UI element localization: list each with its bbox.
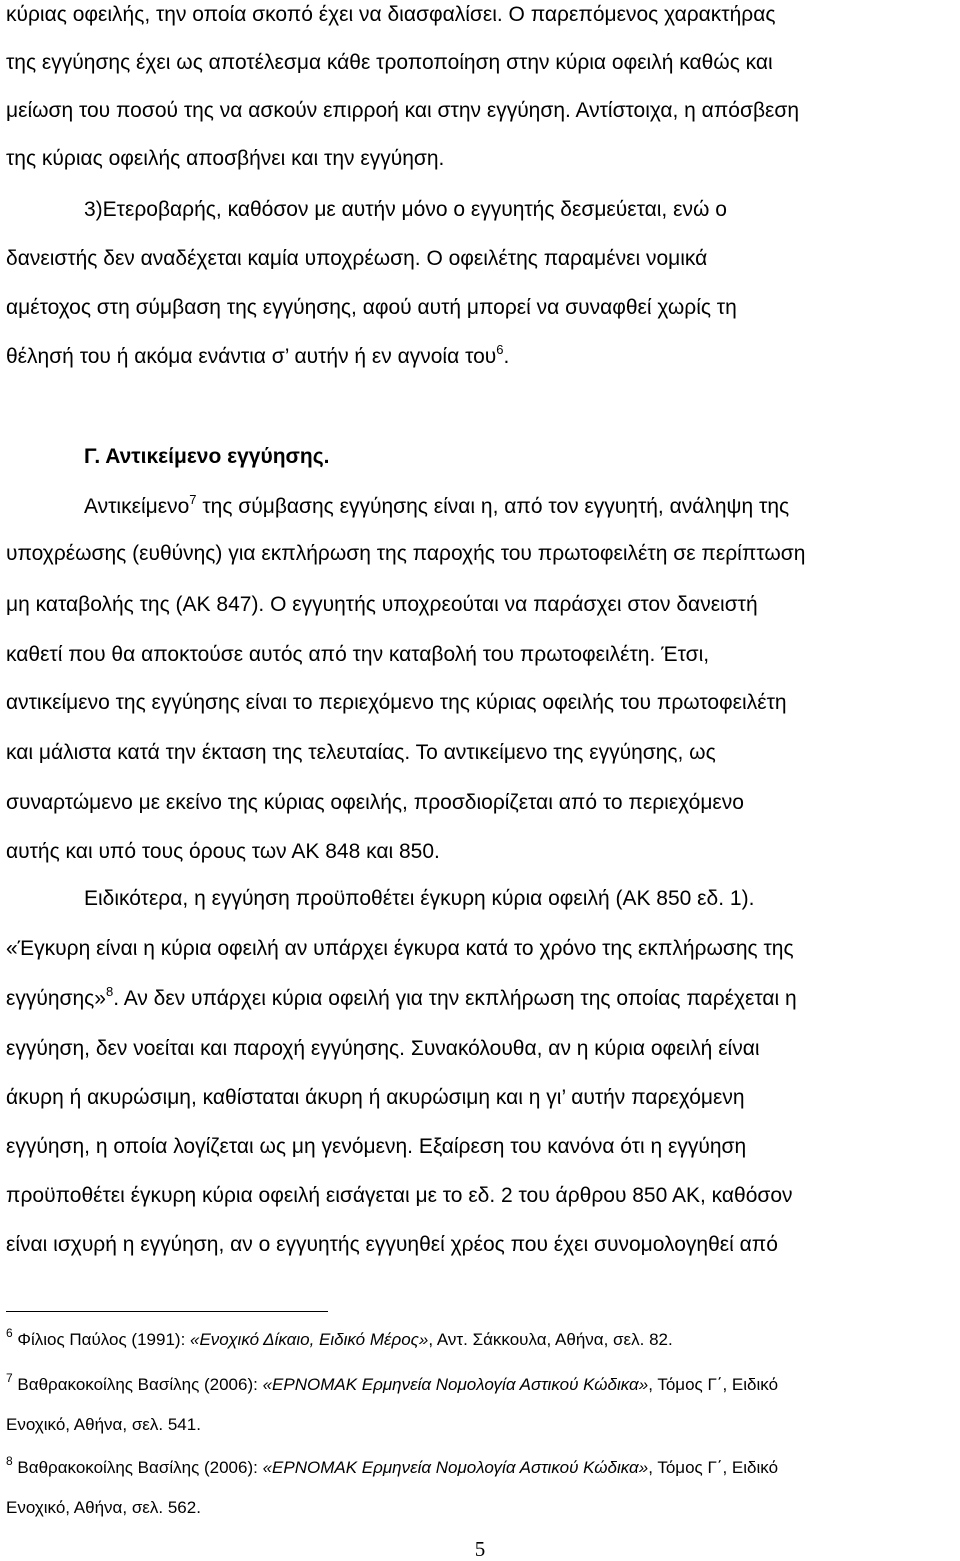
body-text: . — [503, 345, 510, 368]
footnote-title: «ΕΡΝΟΜΑΚ Ερμηνεία Νομολογία Αστικού Κώδικα» — [262, 1375, 649, 1394]
body-line: αυτής και υπό τους όρους των ΑΚ 848 και 850. — [6, 840, 440, 863]
footnote-text: , Τόμος Γ΄, Ειδικό — [648, 1375, 779, 1394]
body-text: εγγύησης» — [6, 987, 106, 1010]
footnote-separator — [6, 1311, 328, 1312]
body-line: 3)Ετεροβαρής, καθόσον με αυτήν μόνο ο εγγυητής δεσμεύεται, ενώ ο — [84, 198, 727, 221]
footnote-ref: 8 — [105, 984, 114, 999]
body-line: «Έγκυρη είναι η κύρια οφειλή αν υπάρχει έγκυρα κατά το χρόνο της εκπλήρωσης της — [6, 937, 794, 960]
body-line — [84, 494, 954, 520]
footnote-7 — [6, 1371, 954, 1396]
body-line: της κύριας οφειλής αποσβήνει και την εγγύηση. — [6, 147, 445, 170]
footnote-text: Βαθρακοκοίλης Βασίλης (2006): — [17, 1458, 263, 1477]
footnote-6 — [6, 1326, 954, 1351]
footnote-8-cont: Ενοχικό, Αθήνα, σελ. 562. — [6, 1498, 201, 1517]
body-line: αμέτοχος στη σύμβαση της εγγύησης, αφού αυτή μπορεί να συναφθεί χωρίς τη — [6, 296, 737, 319]
footnote-text: Βαθρακοκοίλης Βασίλης (2006): — [17, 1375, 263, 1394]
footnote-text: Φίλιος Παύλος (1991): — [17, 1330, 191, 1349]
footnote-number: 7 — [6, 1371, 13, 1385]
section-heading: Γ. Αντικείμενο εγγύησης. — [84, 445, 330, 468]
body-line: μείωση του ποσού της να ασκούν επιρροή και στην εγγύηση. Αντίστοιχα, η απόσβεση — [6, 99, 800, 122]
footnote-8 — [6, 1454, 954, 1479]
body-line: δανειστής δεν αναδέχεται καμία υποχρέωση. Ο οφειλέτης παραμένει νομικά — [6, 247, 708, 270]
body-line: μη καταβολής της (ΑΚ 847). Ο εγγυητής υποχρεούται να παράσχει στον δανειστή — [6, 593, 758, 616]
body-text: . Αν δεν υπάρχει κύρια οφειλή για την εκπλήρωση της οποίας παρέχεται η — [113, 987, 797, 1010]
body-line: Ειδικότερα, η εγγύηση προϋποθέτει έγκυρη κύρια οφειλή (ΑΚ 850 εδ. 1). — [84, 887, 755, 910]
body-line: εγγύηση, η οποία λογίζεται ως μη γενόμενη. Εξαίρεση του κανόνα ότι η εγγύηση — [6, 1135, 747, 1158]
body-text: Αντικείμενο — [84, 495, 190, 518]
body-line — [6, 344, 954, 370]
footnote-text: , Τόμος Γ΄, Ειδικό — [648, 1458, 779, 1477]
footnote-number: 6 — [6, 1326, 13, 1340]
body-line: αντικείμενο της εγγύησης είναι το περιεχόμενο της κύριας οφειλής του πρωτοφειλέτη — [6, 691, 787, 714]
body-line: συναρτώμενο με εκείνο της κύριας οφειλής, προσδιορίζεται από το περιεχόμενο — [6, 791, 744, 814]
page-number: 5 — [474, 1537, 486, 1561]
body-line: προϋποθέτει έγκυρη κύρια οφειλή εισάγεται με το εδ. 2 του άρθρου 850 ΑΚ, καθόσον — [6, 1184, 793, 1207]
body-text: θέλησή του ή ακόμα ενάντια σ’ αυτήν ή εν αγνοία του — [6, 345, 497, 368]
body-text: της σύμβασης εγγύησης είναι η, από τον εγγυητή, ανάληψη της — [202, 495, 790, 518]
footnote-ref: 6 — [496, 342, 504, 357]
footnote-7-cont: Ενοχικό, Αθήνα, σελ. 541. — [6, 1415, 201, 1434]
body-line: υποχρέωσης (ευθύνης) για εκπλήρωση της παροχής του πρωτοφειλέτη σε περίπτωση — [6, 542, 806, 565]
footnote-title: «Ενοχικό Δίκαιο, Ειδικό Μέρος» — [190, 1330, 429, 1349]
body-line: είναι ισχυρή η εγγύηση, αν ο εγγυητής εγγυηθεί χρέος που έχει συνομολογηθεί από — [6, 1233, 778, 1256]
body-line: και μάλιστα κατά την έκταση της τελευταίας. Το αντικείμενο της εγγύησης, ως — [6, 741, 716, 764]
footnote-text: , Αντ. Σάκκουλα, Αθήνα, σελ. 82. — [428, 1330, 673, 1349]
body-line: της εγγύησης έχει ως αποτέλεσμα κάθε τροποποίηση στην κύρια οφειλή καθώς και — [6, 51, 773, 74]
body-line: καθετί που θα αποκτούσε αυτός από την καταβολή του πρωτοφειλέτη. Έτσι, — [6, 643, 710, 666]
footnote-title: «ΕΡΝΟΜΑΚ Ερμηνεία Νομολογία Αστικού Κώδικα» — [262, 1458, 649, 1477]
footnote-number: 8 — [6, 1454, 13, 1468]
body-line: εγγύηση, δεν νοείται και παροχή εγγύησης. Συνακόλουθα, αν η κύρια οφειλή είναι — [6, 1037, 760, 1060]
body-line — [6, 986, 954, 1012]
footnote-ref: 7 — [189, 492, 197, 507]
body-line: άκυρη ή ακυρώσιμη, καθίσταται άκυρη ή ακυρώσιμη και η γι’ αυτήν παρεχόμενη — [6, 1086, 745, 1109]
body-line: κύριας οφειλής, την οποία σκοπό έχει να διασφαλίσει. Ο παρεπόμενος χαρακτήρας — [6, 3, 776, 26]
